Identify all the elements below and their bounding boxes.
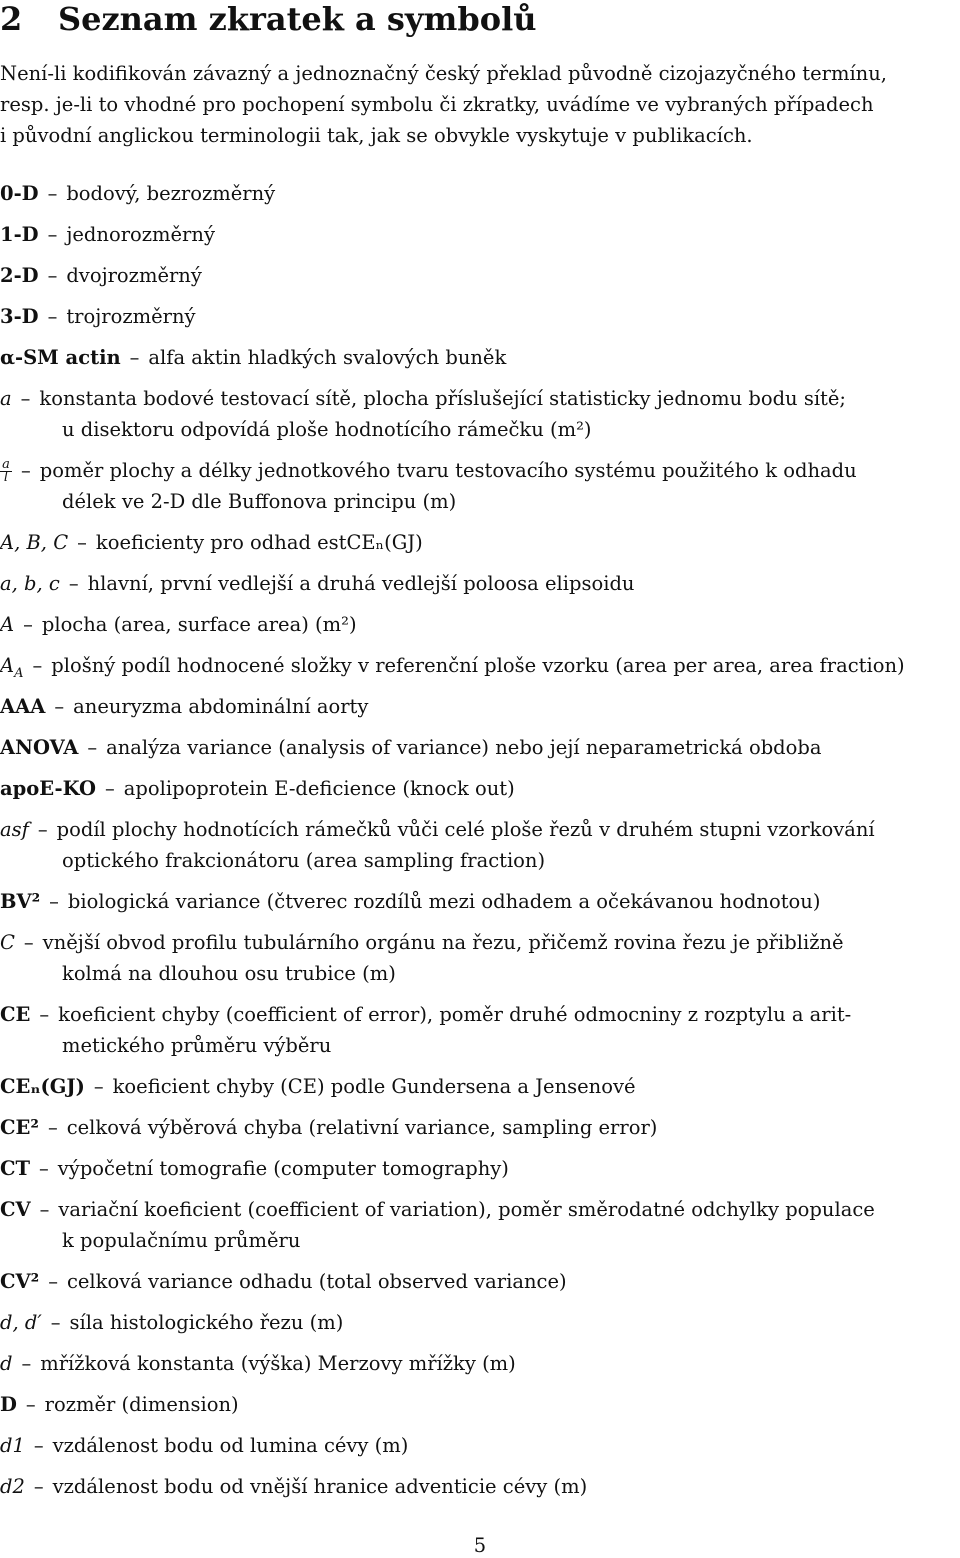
entry-term: CE: [0, 1003, 31, 1026]
abbreviation-entry: [0, 1266, 960, 1297]
abbreviation-entry: [0, 1430, 960, 1461]
entry-first-line: [0, 999, 960, 1030]
entry-first-line: [0, 691, 960, 722]
entry-term: BV²: [0, 890, 41, 913]
abbreviation-entry: [0, 1194, 960, 1256]
abbreviation-entry: [0, 1071, 960, 1102]
section-number: 2: [0, 0, 23, 38]
entry-dash: –: [47, 223, 58, 246]
entry-first-line: [0, 455, 960, 486]
entry-description: plošný podíl hodnocené složky v referenční ploše vzorku (area per area, area fraction): [51, 654, 905, 677]
entry-dash: –: [50, 1311, 61, 1334]
abbreviation-entry: [0, 219, 960, 250]
entry-first-line: [0, 178, 960, 209]
entry-term: asf: [0, 818, 29, 841]
abbreviation-entry: [0, 568, 960, 599]
entry-first-line: [0, 1153, 960, 1184]
entry-dash: –: [54, 695, 65, 718]
entry-dash: –: [39, 1198, 50, 1221]
abbreviation-entry: [0, 650, 960, 681]
entry-description: výpočetní tomografie (computer tomography): [57, 1157, 509, 1180]
entry-first-line: [0, 609, 960, 640]
entry-dash: –: [20, 387, 31, 410]
entry-description: podíl plochy hodnotících rámečků vůči celé ploše řezů v druhém stupni vzorkování: [56, 818, 875, 841]
entry-continuation-line: optického frakcionátoru (area sampling fraction): [62, 849, 546, 872]
entry-term: 2-D: [0, 264, 39, 287]
entry-first-line: [0, 527, 960, 558]
entry-term: a: [0, 387, 12, 410]
entry-dash: –: [77, 531, 87, 554]
entry-continuation-line: metického průměru výběru: [62, 1034, 332, 1057]
entry-dash: –: [93, 1075, 104, 1098]
entry-first-line: [0, 650, 960, 681]
section-title: Seznam zkratek a symbolů: [58, 0, 537, 38]
entry-term: apoE-KO: [0, 777, 97, 800]
intro-line: Není-li kodifikován závazný a jednoznačný český překlad původně cizojazyčného termínu,: [0, 62, 888, 85]
entry-description: celková variance odhadu (total observed variance): [66, 1270, 567, 1293]
entry-first-line: [0, 260, 960, 291]
entry-first-line: [0, 1112, 960, 1143]
entry-continuation-line: délek ve 2-D dle Buffonova principu (m): [62, 490, 457, 513]
entry-description: koeficient chyby (coefficient of error), poměr druhé odmocniny z rozptylu a arit-: [58, 1003, 852, 1026]
entry-dash: –: [21, 459, 31, 482]
entry-dash: –: [23, 931, 34, 954]
entry-first-line: [0, 1307, 960, 1338]
entry-description: analýza variance (analysis of variance) nebo její neparametrická obdoba: [106, 736, 822, 759]
entry-first-line: [0, 927, 960, 958]
abbreviation-entry: [0, 1307, 960, 1338]
entry-dash: –: [68, 572, 79, 595]
entry-term: d: [0, 1352, 13, 1375]
entry-description: hlavní, první vedlejší a druhá vedlejší poloosa elipsoidu: [87, 572, 635, 595]
entry-description: celková výběrová chyba (relativní variance, sampling error): [66, 1116, 658, 1139]
entry-first-line: [0, 342, 960, 373]
entry-description: dvojrozměrný: [66, 264, 202, 287]
entry-first-line: [0, 814, 960, 845]
entry-description: alfa aktin hladkých svalových buněk: [148, 346, 507, 369]
entry-dash: –: [21, 1352, 32, 1375]
entry-term: [0, 459, 12, 484]
entry-dash: –: [47, 182, 58, 205]
entry-continuation-line: u disektoru odpovídá ploše hodnotícího rámečku (m²): [62, 418, 592, 441]
abbreviation-entry: [0, 691, 960, 722]
entry-term: 0-D: [0, 182, 39, 205]
entry-first-line: [0, 219, 960, 250]
entry-first-line: [0, 732, 960, 763]
entry-term: CV: [0, 1198, 31, 1221]
page-number: 5: [473, 1534, 487, 1557]
entry-description: konstanta bodové testovací sítě, plocha příslušející statisticky jednomu bodu sítě;: [39, 387, 847, 410]
abbreviation-entry: [0, 1153, 960, 1184]
entry-term: A, B, C: [0, 531, 69, 554]
entry-description: vnější obvod profilu tubulárního orgánu na řezu, přičemž rovina řezu je přibližně: [42, 931, 844, 954]
entry-term: 3-D: [0, 305, 39, 328]
entry-description: vzdálenost bodu od lumina cévy (m): [52, 1434, 409, 1457]
intro-line: resp. je-li to vhodné pro pochopení symbolu či zkratky, uvádíme ve vybraných případech: [0, 93, 874, 116]
entry-first-line: [0, 1430, 960, 1461]
entry-first-line: [0, 1266, 960, 1297]
entry-first-line: [0, 773, 960, 804]
entry-first-line: [0, 568, 960, 599]
entry-dash: –: [39, 1157, 49, 1180]
entry-term: d, d′: [0, 1311, 42, 1334]
entry-term: CE²: [0, 1116, 39, 1139]
entry-term: C: [0, 931, 15, 954]
section-heading: [0, 0, 960, 38]
abbreviation-entry: [0, 732, 960, 763]
entry-description: koeficient chyby (CE) podle Gundersena a Jensenové: [112, 1075, 636, 1098]
abbreviation-entry: [0, 342, 960, 373]
entry-dash: –: [33, 1434, 44, 1457]
entry-dash: –: [47, 305, 58, 328]
intro-line: i původní anglickou terminologii tak, jak se obvykle vyskytuje v publikacích.: [0, 124, 753, 147]
entry-first-line: [0, 886, 960, 917]
fraction-denominator: l: [3, 470, 9, 485]
entry-term: CEₙ(GJ): [0, 1075, 85, 1098]
entry-description: jednorozměrný: [66, 223, 215, 246]
entry-term: a, b, c: [0, 572, 60, 595]
entry-dash: –: [47, 1116, 58, 1139]
entry-dash: –: [87, 736, 98, 759]
entry-description: bodový, bezrozměrný: [66, 182, 276, 205]
entry-term: d1: [0, 1434, 25, 1457]
entry-dash: –: [23, 613, 33, 636]
entry-dash: –: [47, 264, 58, 287]
abbreviation-entry: [0, 260, 960, 291]
intro-paragraph: [0, 58, 960, 151]
entry-term: CV²: [0, 1270, 40, 1293]
entry-continuation-line: kolmá na dlouhou osu trubice (m): [62, 962, 396, 985]
entry-description: aneuryzma abdominální aorty: [73, 695, 369, 718]
entry-term: ANOVA: [0, 736, 79, 759]
abbreviation-entry: [0, 383, 960, 445]
abbreviation-entry: [0, 886, 960, 917]
entry-dash: –: [49, 890, 59, 913]
entry-term: 1-D: [0, 223, 39, 246]
abbreviation-entry: [0, 1348, 960, 1379]
abbreviation-entry: [0, 1112, 960, 1143]
abbreviation-entry: [0, 301, 960, 332]
entry-description: rozměr (dimension): [44, 1393, 239, 1416]
entry-dash: –: [25, 1393, 36, 1416]
abbreviation-entry: [0, 1471, 960, 1502]
entry-continuation-line: k populačnímu průměru: [62, 1229, 301, 1252]
entry-description: koeficienty pro odhad estCEₙ(GJ): [95, 531, 423, 554]
abbreviation-entry: [0, 927, 960, 989]
entry-description: variační koeficient (coefficient of variation), poměr směrodatné odchylky populace: [58, 1198, 875, 1221]
abbreviation-entry: [0, 609, 960, 640]
abbreviation-entry: [0, 814, 960, 876]
entry-description: síla histologického řezu (m): [69, 1311, 344, 1334]
entry-first-line: [0, 1389, 960, 1420]
entry-dash: –: [48, 1270, 58, 1293]
entry-dash: –: [37, 818, 48, 841]
entry-first-line: [0, 1348, 960, 1379]
entry-term: d2: [0, 1475, 25, 1498]
entry-first-line: [0, 301, 960, 332]
entry-term: D: [0, 1393, 17, 1416]
entry-description: apolipoprotein E-deficience (knock out): [123, 777, 515, 800]
abbreviation-entry: [0, 178, 960, 209]
entry-first-line: [0, 1071, 960, 1102]
abbreviation-entry: [0, 455, 960, 517]
entry-description: plocha (area, surface area) (m²): [41, 613, 357, 636]
entry-description: trojrozměrný: [66, 305, 196, 328]
entry-dash: –: [32, 654, 43, 677]
entry-description: mřížková konstanta (výška) Merzovy mřížky (m): [40, 1352, 516, 1375]
entry-first-line: [0, 1194, 960, 1225]
entry-description: biologická variance (čtverec rozdílů mezi odhadem a očekávanou hodnotou): [67, 890, 821, 913]
abbreviation-entry: [0, 773, 960, 804]
entry-term: AAA: [0, 695, 46, 718]
abbreviation-entry: [0, 999, 960, 1061]
entry-dash: –: [39, 1003, 50, 1026]
entry-description: vzdálenost bodu od vnější hranice adventicie cévy (m): [52, 1475, 588, 1498]
entry-term: A: [0, 613, 15, 636]
fraction-numerator: a: [0, 459, 12, 472]
entry-term: α-SM actin: [0, 346, 121, 369]
abbreviation-entry: [0, 1389, 960, 1420]
entry-term: CT: [0, 1157, 31, 1180]
entry-dash: –: [105, 777, 115, 800]
entry-description: poměr plochy a délky jednotkového tvaru testovacího systému použitého k odhadu: [39, 459, 857, 482]
entry-dash: –: [129, 346, 140, 369]
entry-dash: –: [33, 1475, 44, 1498]
entry-term: $A_A$: [0, 654, 24, 681]
entry-first-line: [0, 1471, 960, 1502]
entry-first-line: [0, 383, 960, 414]
abbreviation-entry: [0, 527, 960, 558]
